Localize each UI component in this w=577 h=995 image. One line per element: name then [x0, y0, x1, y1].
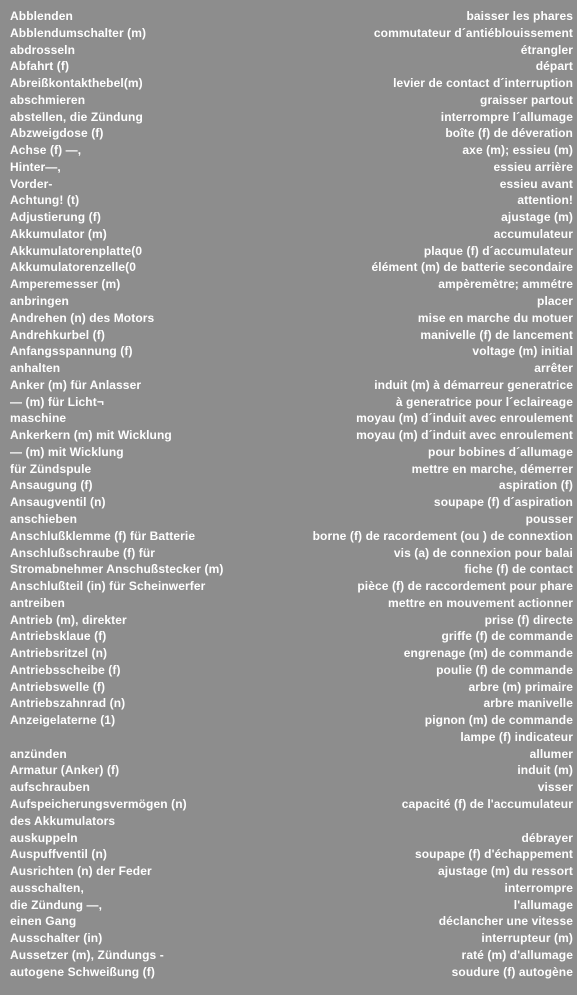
german-term: Antriebswelle (f): [10, 679, 106, 694]
french-term: boîte (f) de déveration: [445, 126, 573, 141]
french-term: essieu arrière: [493, 159, 573, 174]
french-term: levier de contact d´interruption: [393, 76, 573, 91]
french-term: départ: [535, 59, 573, 74]
german-term: Abblenden: [10, 9, 73, 23]
french-term: pour bobines d´allumage: [428, 444, 573, 459]
german-term: anzünden: [10, 746, 67, 761]
french-term: soupape (f) d'échappement: [414, 847, 573, 862]
german-term: Abblendumschalter (m): [10, 25, 147, 40]
french-term: soudure (f) autogène: [451, 964, 573, 979]
french-term: mise en marche du motuer: [417, 310, 573, 325]
german-term: maschine: [10, 411, 67, 426]
french-term: baisser les phares: [466, 9, 573, 23]
german-term: — (m) für Licht¬: [10, 394, 104, 409]
german-term: abschmieren: [10, 92, 86, 107]
german-term: Armatur (Anker) (f): [10, 763, 120, 778]
german-term: für Zündspule: [10, 461, 92, 476]
french-term: attention!: [517, 193, 573, 208]
french-term: commutateur d´antiéblouissement: [373, 25, 573, 40]
french-term: débrayer: [521, 830, 573, 845]
german-term: abstellen, die Zündung: [10, 109, 143, 124]
french-term: ampèremètre; ammétre: [438, 277, 573, 292]
french-term: capacité (f) de l'accumulateur: [401, 796, 573, 811]
german-term: anbringen: [10, 294, 69, 309]
french-term: arbre (m) primaire: [468, 679, 573, 694]
german-term: Anfangsspannung (f): [10, 344, 133, 359]
french-term: pousser: [525, 511, 573, 526]
french-term: interrompre l´allumage: [440, 109, 573, 124]
french-term: lampe (f) indicateur: [460, 729, 573, 744]
german-term: Abreißkontakthebel(m): [10, 76, 143, 91]
french-term: prise (f) directe: [484, 612, 573, 627]
german-term: Achse (f) —,: [10, 143, 82, 158]
german-term: Anschlußschraube (f) für: [10, 545, 156, 560]
german-term: Aussetzer (m), Zündungs -: [10, 947, 164, 962]
french-term: interrompre: [504, 880, 573, 895]
german-term: antreiben: [10, 595, 65, 610]
german-term: anhalten: [10, 361, 61, 376]
german-term: abdrosseln: [10, 42, 76, 57]
german-term: Achtung! (t): [10, 193, 80, 208]
french-term: mettre en marche, démerrer: [411, 461, 573, 476]
german-term: einen Gang: [10, 914, 77, 929]
german-term: Aufspeicherungsvermögen (n): [10, 796, 187, 811]
french-term: ajustage (m): [501, 210, 573, 225]
german-term: Antriebsklaue (f): [10, 629, 107, 644]
german-term: — (m) mit Wicklung: [10, 444, 124, 459]
german-term: Stromabnehmer Anschußstecker (m): [10, 562, 224, 577]
german-term: Andrehen (n) des Motors: [10, 310, 155, 325]
german-term: Adjustierung (f): [10, 210, 101, 225]
german-term: Anker (m) für Anlasser: [10, 377, 142, 392]
french-term: soupape (f) d´aspiration: [433, 495, 573, 510]
german-term: autogene Schweißung (f): [10, 964, 155, 979]
french-term: l'allumage: [513, 897, 573, 912]
french-term: induit (m) à démarreur generatrice: [374, 377, 573, 392]
french-term: accumulateur: [493, 226, 573, 241]
german-term: Auspuffventil (n): [10, 847, 108, 862]
german-term: Ansaugung (f): [10, 478, 93, 493]
french-term: manivelle (f) de lancement: [420, 327, 573, 342]
german-term: Ausschalter (in): [10, 931, 103, 946]
french-term: graisser partout: [480, 92, 573, 107]
french-term: vis (a) de connexion pour balai: [393, 545, 573, 560]
french-term: voltage (m) initial: [472, 344, 573, 359]
french-term: griffe (f) de commande: [441, 629, 573, 644]
german-term: Andrehkurbel (f): [10, 327, 105, 342]
german-term: ausschalten,: [10, 880, 84, 895]
french-term: allumer: [529, 746, 573, 761]
german-term: Anschlußteil (in) für Scheinwerfer: [10, 579, 206, 594]
german-term: auskuppeln: [10, 830, 78, 845]
french-term: étrangler: [520, 42, 573, 57]
french-term: pignon (m) de commande: [424, 713, 573, 728]
french-term: borne (f) de racordement (ou ) de connextion: [312, 528, 573, 543]
german-term: aufschrauben: [10, 780, 90, 795]
german-term: Antriebszahnrad (n): [10, 696, 126, 711]
german-term: Akkumulatorenzelle(0: [10, 260, 137, 275]
french-term: moyau (m) d´induit avec enroulement: [356, 411, 573, 426]
german-term: Antrieb (m), direkter: [10, 612, 127, 627]
german-term: Abzweigdose (f): [10, 126, 104, 141]
french-term: interrupteur (m): [481, 931, 573, 946]
french-term: engrenage (m) de commande: [403, 646, 573, 661]
french-term: pièce (f) de raccordement pour phare: [357, 579, 573, 594]
french-term: ajustage (m) du ressort: [438, 864, 573, 879]
german-term: Antriebsscheibe (f): [10, 662, 121, 677]
german-term: Anzeigelaterne (1): [10, 713, 116, 728]
french-term: raté (m) d'allumage: [461, 947, 573, 962]
french-term: arrêter: [534, 361, 573, 376]
french-term: moyau (m) d´induit avec enroulement: [356, 428, 573, 443]
french-term: déclancher une vitesse: [438, 914, 573, 929]
french-term: plaque (f) d´accumulateur: [423, 243, 573, 258]
german-term: Amperemesser (m): [10, 277, 121, 292]
french-term: arbre manivelle: [483, 696, 573, 711]
german-term: Ausrichten (n) der Feder: [10, 864, 152, 879]
french-term: à generatrice pour l´eclaireage: [395, 394, 573, 409]
french-term: poulie (f) de commande: [436, 662, 573, 677]
german-term: Abfahrt (f): [10, 59, 70, 74]
german-term: die Zündung —,: [10, 897, 103, 912]
german-term: Hinter—,: [10, 159, 61, 174]
french-term: élément (m) de batterie secondaire: [371, 260, 573, 275]
french-term: essieu avant: [499, 176, 573, 191]
french-term: mettre en mouvement actionner: [388, 595, 573, 610]
french-term: [243, 813, 573, 830]
french-term: placer: [537, 294, 573, 309]
german-term: Antriebsritzel (n): [10, 646, 108, 661]
german-term: Akkumulatorenplatte(0: [10, 243, 143, 258]
german-term: Anschlußklemme (f) für Batterie: [10, 528, 196, 543]
french-term: visser: [537, 780, 573, 795]
french-term: axe (m); essieu (m): [462, 143, 573, 158]
german-term: des Akkumulators: [10, 813, 116, 828]
german-term: Akkumulator (m): [10, 226, 107, 241]
french-term-column: [243, 8, 573, 980]
german-term: Vorder-: [10, 176, 53, 191]
french-term: induit (m): [517, 763, 573, 778]
french-term: fiche (f) de contact: [464, 562, 573, 577]
german-term: Ansaugventil (n): [10, 495, 106, 510]
german-term: Ankerkern (m) mit Wicklung: [10, 428, 172, 443]
french-term: aspiration (f): [498, 478, 573, 493]
german-term: anschieben: [10, 511, 78, 526]
